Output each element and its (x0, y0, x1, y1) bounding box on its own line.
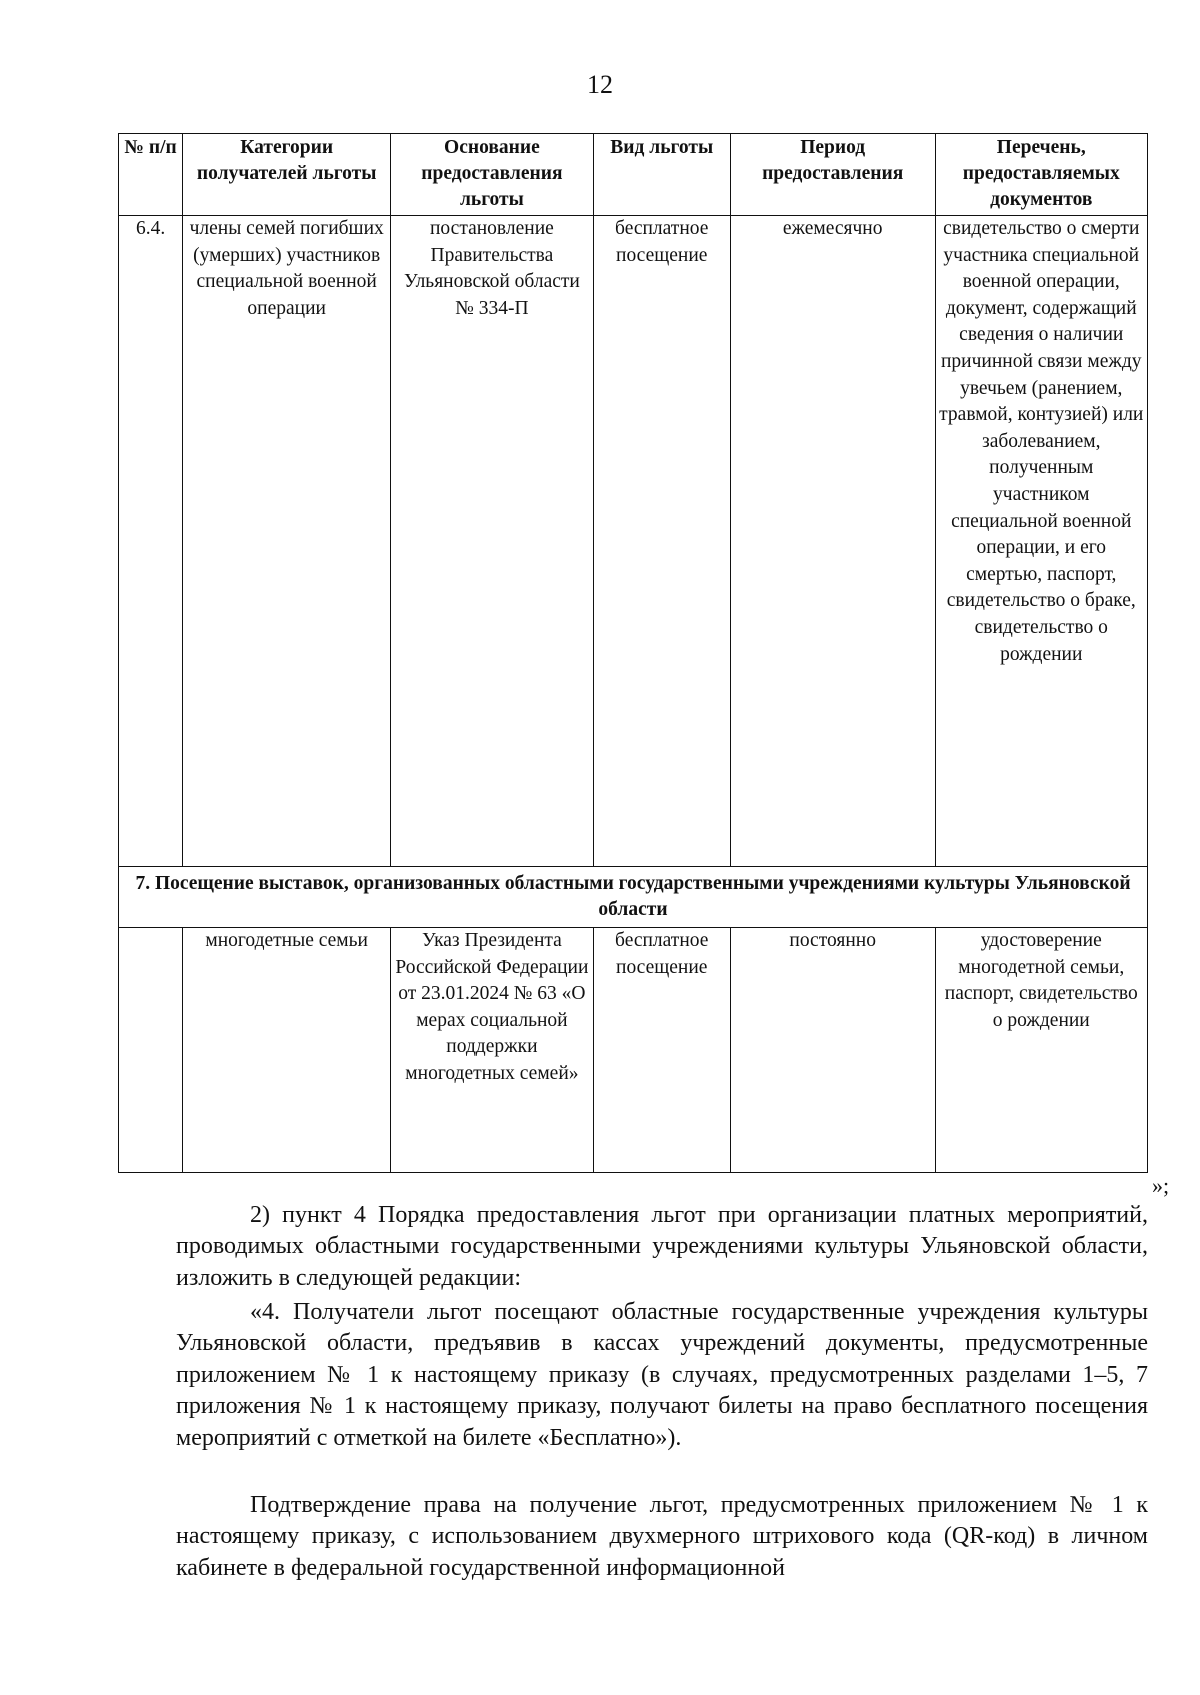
cell-documents: удостоверение многодетной семьи, паспорт, свидетельство о рождении (935, 928, 1147, 1173)
header-type: Вид льготы (593, 134, 730, 216)
header-period: Период предоставления (730, 134, 935, 216)
page-number: 12 (587, 70, 613, 99)
paragraph-point-4: «4. Получатели льгот посещают областные государственные учреждения культуры Ульяновской области, предъявив в кассах учреждений документы, предусмотренные приложением № 1 к настоящему приказу (в случаях, предусмотренных разделами 1–5, 7 приложения № 1 к настоящему приказу, получают билеты на право бесплатного посещения мероприятий с отметкой на билете «Бесплатно»). (176, 1299, 1148, 1451)
cell-category: многодетные семьи (183, 928, 391, 1173)
cell-type: бесплатное посещение (593, 216, 730, 867)
closing-quote-mark: »; (1152, 1173, 1170, 1198)
cell-num (119, 928, 183, 1173)
cell-type: бесплатное посещение (593, 928, 730, 1173)
header-documents: Перечень, предоставляемых документов (935, 134, 1147, 216)
table-header-row (119, 134, 1148, 216)
cell-category: члены семей погибших (умерших) участников специальной военной операции (183, 216, 391, 867)
cell-basis: постановление Правительства Ульяновской области № 334-П (391, 216, 593, 867)
cell-basis: Указ Президента Российской Федерации от 23.01.2024 № 63 «О мерах социальной поддержки многодетных семей» (391, 928, 593, 1173)
cell-period: постоянно (730, 928, 935, 1173)
header-basis: Основание предоставления льготы (391, 134, 593, 216)
paragraph-amendment-2: 2) пункт 4 Порядка предоставления льгот при организации платных мероприятий, проводимых областными государственными учреждениями культуры Ульяновской области, изложить в следующей редакции: (176, 1202, 1148, 1291)
cell-num: 6.4. (119, 216, 183, 867)
section-7-title: 7. Посещение выставок, организованных областными государственными учреждениями культуры Ульяновской области (119, 867, 1148, 928)
benefits-table (118, 133, 1148, 1173)
table-row (119, 928, 1148, 1173)
cell-documents: свидетельство о смерти участника специальной военной операции, документ, содержащий сведения о наличии причинной связи между увечьем (ранением, травмой, контузией) или заболеванием, полученным участником специальной военной операции, и его смертью, паспорт, свидетельство о браке, свидетельство о рождении (935, 216, 1147, 867)
cell-period: ежемесячно (730, 216, 935, 867)
header-num: № п/п (119, 134, 183, 216)
paragraph-confirmation: Подтверждение права на получение льгот, предусмотренных приложением № 1 к настоящему приказу, с использованием двухмерного штрихового кода (QR-код) в личном кабинете в федеральной государственной информационной (176, 1492, 1148, 1581)
header-category: Категории получателей льготы (183, 134, 391, 216)
section-heading-row (119, 867, 1148, 928)
table-row (119, 216, 1148, 867)
